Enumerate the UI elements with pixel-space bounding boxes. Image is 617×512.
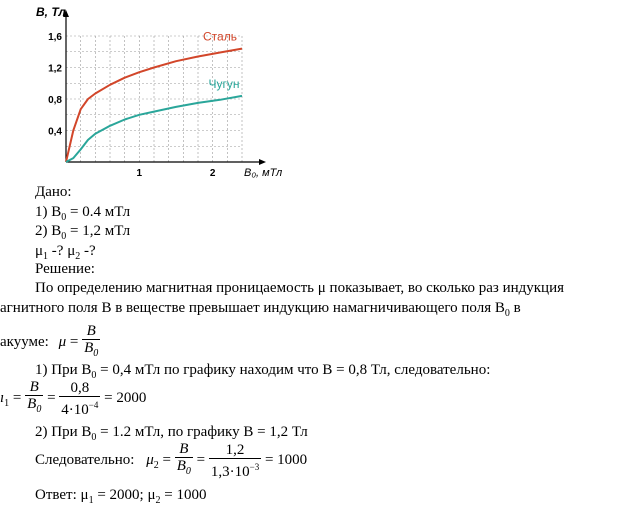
formula-step-2: Следовательно: $\mu_2$ = $\frac{B}{B_0}$ = $\frac{1,2}{1,3\cdot 10^{-3}}$ = 1000 [35,441,308,480]
fraction-b-over-b0: $\frac{B}{B_0}$ [84,323,99,360]
magnetization-chart [0,0,300,185]
x-tick-label: 2 [209,168,216,179]
find-line: $\mu_1$ -? $\mu_2$ -? [35,243,96,262]
series-label-2: Чугун [208,76,240,91]
formula-definition: акууме: μ = $\frac{B}{B_0}$ [0,322,100,362]
paragraph-line-1: По определению магнитная проницаемость μ показывает, во сколько раз индукция [35,280,564,296]
x-axis-arrow [259,159,266,165]
answer-line: Ответ: $\mu_1 = 2000$; $\mu_2 = 1000$ [35,487,207,506]
solution-heading: Решение: [35,261,95,277]
step-1-text: 1) При $B_0 = 0,4$ мТл по графику находим что B = 0,8 Тл, следовательно: [35,362,491,381]
y-tick-label: 1,6 [48,32,62,43]
given-line-1: 1) $B_0 = 0.4$ мТл [35,204,131,223]
paragraph-line-2: агнитного поля B в веществе превышает индукцию намагничивающего поля $B_0$ в [0,300,521,319]
given-heading: Дано: [35,184,72,200]
chart-grid [66,36,242,162]
y-tick-label: 0,4 [48,126,62,138]
x-tick-label: 1 [136,168,143,179]
formula-step-1: $ı_1$ = $\frac{B}{B_0}$ = $\frac{0,8}{4\cdot 10^{-4}}$ = 2000 [0,379,147,418]
fraction-numeric-step1: $\frac{0,8}{4\cdot 10^{-4}}$ [61,379,99,418]
given-line-2: 2) $B_0 = 1,2$ мТл [35,223,131,242]
fraction-numeric-step2: $\frac{1,2}{1,3\cdot 10^{-3}}$ [210,441,260,480]
fraction-b-over-b0-step2: $\frac{B}{B_0}$ [176,441,191,478]
y-axis-label: B, Тл [36,5,66,19]
y-tick-label: 0,8 [48,95,62,106]
x-axis-label: B₀, мТл [244,167,283,179]
y-tick-label: 1,2 [48,63,62,75]
step-2-text: 2) При $B_0 = 1.2$ мТл, по графику B = 1,2 Тл [35,424,308,443]
series-label-1: Сталь [203,29,237,44]
fraction-b-over-b0-step1: $\frac{B}{B_0}$ [27,379,42,416]
